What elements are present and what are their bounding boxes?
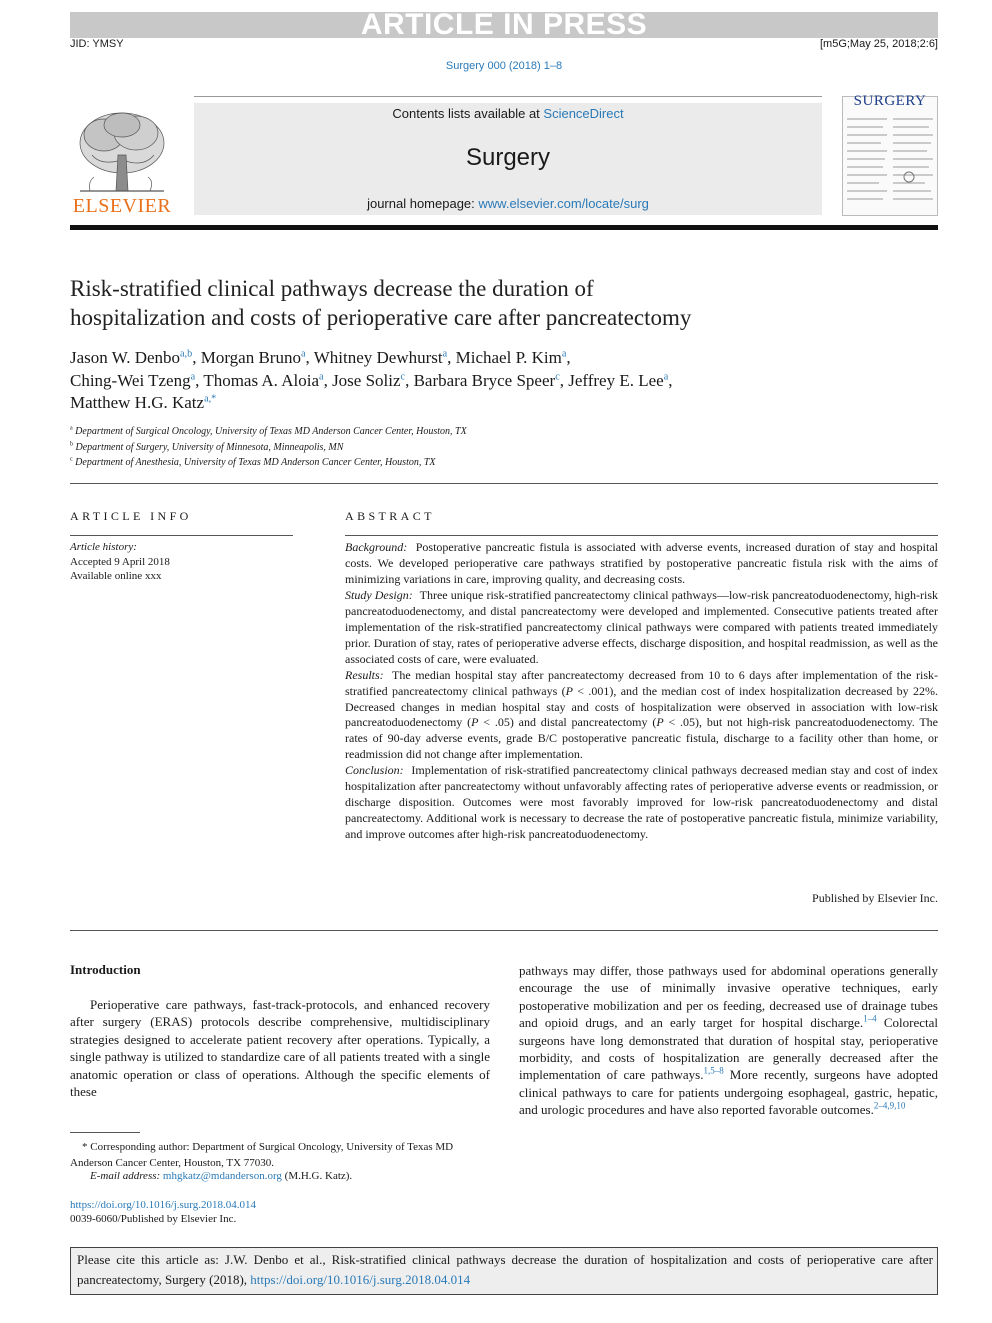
- abstract-body: [345, 540, 938, 843]
- affiliation-key: b: [70, 441, 73, 448]
- abstract-conclusion: [345, 763, 938, 843]
- journal-citation-link[interactable]: Surgery 000 (2018) 1–8: [445, 60, 563, 72]
- citation-link[interactable]: 1–4: [863, 1013, 877, 1024]
- author-affiliation-mark[interactable]: a: [663, 370, 669, 382]
- p-value-symbol: P: [656, 715, 664, 730]
- article-title-line-2: hospitalization and costs of perioperative care after pancreatectomy: [70, 305, 692, 330]
- article-history: [70, 540, 170, 584]
- article-title: [70, 274, 890, 332]
- abstract-text: Three unique risk-stratified pancreatectomy clinical pathways—low-risk pancreatoduodenectomy, high-risk pancreatoduodenectomy, and distal pancreatectomy were developed and implemented. Consecutive patients treated after implementation of the risk-stratified pancreatectomy clinical pathways were compared with patients treated immediately prior. Duration of stay, rates of perioperative adverse effects, discharge disposition, and hospital readmission, as well as the associated costs of care, were evaluated.: [345, 587, 938, 666]
- sciencedirect-link[interactable]: ScienceDirect: [543, 106, 624, 121]
- affiliation-text: Department of Surgery, University of Minnesota, Minneapolis, MN: [75, 441, 344, 453]
- affiliation-text: Department of Surgical Oncology, University of Texas MD Anderson Cancer Center, Houston, TX: [75, 426, 467, 437]
- abstract-section-label: Background:: [345, 540, 408, 554]
- masthead-top-rule: [194, 96, 822, 97]
- citation-link[interactable]: 2–4,9,10: [873, 1100, 906, 1111]
- abstract-text: < .05), but not high-risk pancreatoduodenectomy. The rates of 90-day adverse events, grade B/C postoperative pancreatic fistula, discharge to a facility other than home, or readmission did not change after implementation.: [345, 715, 938, 762]
- email-suffix: (M.H.G. Katz).: [281, 1170, 353, 1182]
- author-affiliation-mark[interactable]: a: [319, 370, 324, 382]
- article-in-press-text: ARTICLE IN PRESS: [360, 8, 648, 41]
- divider: [70, 930, 938, 931]
- elsevier-wordmark: ELSEVIER: [72, 195, 172, 217]
- author-affiliation-mark[interactable]: a: [190, 370, 196, 382]
- abstract-heading: ABSTRACT: [345, 509, 435, 523]
- p-value-symbol: P: [565, 683, 573, 698]
- affiliation-item: [70, 455, 930, 471]
- masthead-bottom-rule: [70, 225, 938, 230]
- divider: [70, 535, 293, 536]
- author-affiliation-mark[interactable]: a: [561, 348, 567, 360]
- abstract-text: < .05) and distal pancreatectomy (: [478, 715, 657, 730]
- accepted-date: Accepted 9 April 2018: [70, 555, 170, 568]
- journal-cover-thumbnail[interactable]: [842, 96, 938, 216]
- homepage-prefix: journal homepage:: [367, 196, 479, 211]
- p-value-symbol: P: [471, 715, 479, 730]
- contents-line: [194, 106, 822, 121]
- affiliation-item: [70, 440, 930, 456]
- author-affiliation-mark[interactable]: a: [300, 348, 306, 360]
- contents-prefix: Contents lists available at: [392, 106, 544, 121]
- abstract-text: Implementation of risk-stratified pancreatectomy clinical pathways decreased median stay and cost of index hospitalization after pancreatectomy without unfavorably affecting rates of perioperative adverse events or readmission, or discharge disposition. Outcomes were most favorably improved for low-risk pancreatoduodenectomy and distal pancreatectomy. Additional work is necessary to decrease the rate of postoperative pancreatic fistula, minimize variability, and improve outcomes after high-risk pancreatoduodenectomy.: [345, 763, 938, 842]
- affiliation-text: Department of Anesthesia, University of Texas MD Anderson Cancer Center, Houston, TX: [75, 457, 436, 468]
- affiliation-key: c: [70, 456, 73, 463]
- email-link[interactable]: mhgkatz@mdanderson.org: [162, 1170, 282, 1182]
- author-name[interactable]: Whitney Dewhurst: [313, 348, 443, 367]
- cover-text-lines-icon: [843, 97, 937, 215]
- abstract-results: [345, 668, 938, 764]
- abstract-section-label: Study Design:: [345, 587, 413, 602]
- author-name[interactable]: Ching-Wei Tzeng: [70, 370, 191, 390]
- abstract-design: [345, 588, 938, 668]
- author-affiliation-mark[interactable]: c: [400, 370, 406, 382]
- abstract-section-label: Results:: [345, 667, 384, 682]
- body-paragraph: Perioperative care pathways, fast-track-protocols, and enhanced recovery after surgery (ERAS) protocols describe comprehensive, multidisciplinary strategies designed to accelerate patient recovery after operations. Typically, a single pathway is utilized to standardize care of all patients treated with a single anatomic operation or class of operations. Although the specific elements of these: [70, 997, 490, 1100]
- article-info-heading: ARTICLE INFO: [70, 509, 192, 523]
- online-date: Available online xxx: [70, 570, 162, 582]
- article-title-line-1: Risk-stratified clinical pathways decrease the duration of: [70, 276, 594, 301]
- cover-title: SURGERY: [853, 93, 927, 109]
- author-name[interactable]: Morgan Bruno: [200, 348, 301, 367]
- body-text: Colorectal surgeons have long demonstrated that duration of hospital stay, perioperative morbidity, and costs of hospitalization are generally decreased after the implementation of care pathways.: [519, 1015, 938, 1083]
- author-name[interactable]: Barbara Bryce Speer: [413, 370, 556, 390]
- issn-line: 0039-6060/Published by Elsevier Inc.: [70, 1213, 237, 1225]
- author-affiliation-mark[interactable]: a: [442, 348, 448, 360]
- homepage-link[interactable]: www.elsevier.com/locate/surg: [478, 196, 649, 211]
- journal-id: JID: YMSY: [70, 38, 124, 50]
- build-stamp: [m5G;May 25, 2018;2:6]: [819, 38, 938, 50]
- body-paragraph-continued: [519, 962, 938, 1119]
- cite-text: Please cite this article as: J.W. Denbo et al., Risk-stratified clinical pathways decrease the duration of hospitalization and costs of perioperative care after pancreatectomy, Surgery (2018),: [77, 1252, 933, 1287]
- published-by: Published by Elsevier Inc.: [812, 891, 938, 905]
- author-name[interactable]: Jose Soliz: [332, 370, 401, 390]
- journal-name: Surgery: [465, 144, 551, 171]
- author-affiliation-mark[interactable]: a,*: [204, 393, 217, 405]
- author-name[interactable]: Thomas A. Aloia: [203, 370, 320, 390]
- author-name[interactable]: Jason W. Denbo: [70, 348, 181, 367]
- citation-link[interactable]: 1,5–8: [703, 1066, 724, 1077]
- author-name[interactable]: Jeffrey E. Lee: [568, 370, 664, 390]
- divider: [70, 483, 938, 484]
- introduction-heading: Introduction: [70, 962, 141, 977]
- affiliation-key: a: [70, 425, 73, 432]
- corresponding-author-note: * Corresponding author: Department of Surgical Oncology, University of Texas MD Anderson Cancer Center, Houston, TX 77030.: [70, 1141, 454, 1169]
- body-text: More recently, surgeons have adopted clinical pathways to care for patients undergoing esophageal, gastric, hepatic, and urologic procedures and have also reported favorable outcomes.: [519, 1067, 938, 1118]
- cite-this-article-text: [77, 1250, 933, 1290]
- affiliation-list: [70, 424, 930, 471]
- abstract-section-label: Conclusion:: [345, 763, 404, 778]
- author-list: Jason W. Denbo$^{a,b}$, Morgan Bruno$^a$, Whitney Dewhurst$^a$, Michael P. Kim$^a$, Ching-Wei Tzeng$^a$, Thomas A. Aloia$^a$, Jose Soliz$^c$, Barbara Bryce Speer$^c$, Jeffrey E. Lee$^a$, Matthew H.G. Katz$^{a,*}$: [70, 348, 673, 412]
- history-label: Article history:: [70, 541, 137, 553]
- author-affiliation-mark[interactable]: a,b: [180, 348, 193, 360]
- author-name[interactable]: Michael P. Kim: [455, 348, 562, 367]
- body-text: pathways may differ, those pathways used for abdominal operations generally encourage the use of minimally invasive operative techniques, early postoperative mobilization and per os feeding, decreased use of drainage tubes and opioid drugs, and an early target for hospital discharge.: [519, 963, 938, 1031]
- author-name[interactable]: Matthew H.G. Katz: [70, 393, 205, 412]
- abstract-background: [345, 540, 938, 588]
- email-label: E-mail address:: [90, 1170, 161, 1182]
- doi-link[interactable]: https://doi.org/10.1016/j.surg.2018.04.014: [70, 1199, 256, 1211]
- abstract-text: The median hospital stay after pancreatectomy decreased from 10 to 6 days after implementation of the risk-stratified pancreatectomy clinical pathways (: [345, 667, 938, 698]
- email-note: [90, 1170, 352, 1182]
- footnote-rule: [70, 1132, 140, 1133]
- divider: [345, 535, 938, 536]
- author-affiliation-mark[interactable]: c: [555, 370, 560, 382]
- abstract-text: Postoperative pancreatic fistula is associated with adverse events, increased duration of stay and hospital costs. We developed perioperative care pathways stratified by postoperative pancreatic fistula risk with the aims of minimizing variations in care, improving quality, and decreasing costs.: [345, 540, 939, 586]
- homepage-line: [194, 196, 822, 211]
- cite-doi-link[interactable]: https://doi.org/10.1016/j.surg.2018.04.014: [250, 1272, 471, 1287]
- abstract-text: < .001), and the median cost of index hospitalization decreased by 22%. Decreased changes in median hospital stay and costs of hospitalization were observed in association with low-risk pancreatoduodenectomy (: [345, 683, 938, 730]
- affiliation-item: [70, 424, 930, 440]
